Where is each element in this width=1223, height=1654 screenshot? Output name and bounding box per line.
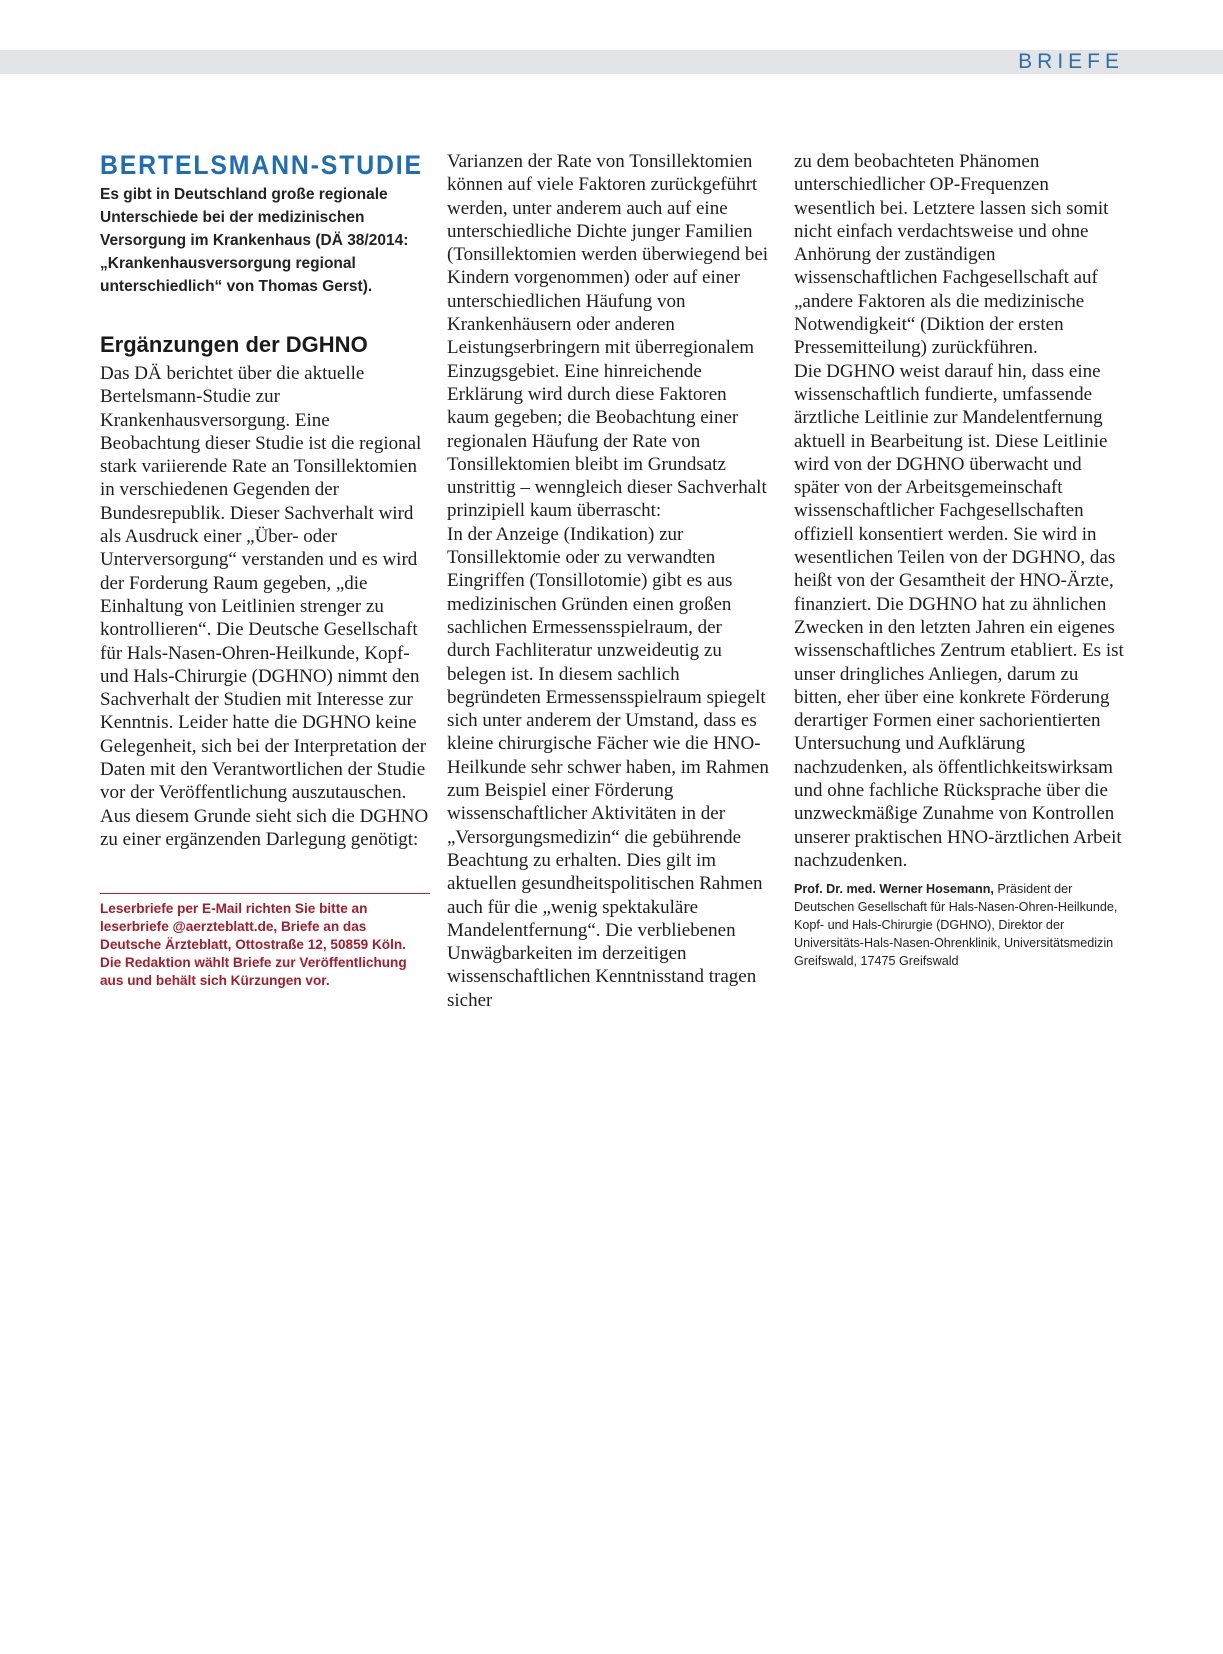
body-paragraph: Varianzen der Rate von Tonsillektomien können auf viele Faktoren zurückgeführt werden, unter anderem auch auf eine unterschiedliche Dichte junger Familien (Tonsillektomien werden überwiegend bei Kindern vorgenommen) oder auf einer unterschiedlichen Häufung von Krankenhäusern oder anderen Leistungserbringern mit überregionalem Einzugsgebiet. Eine hinreichende Erklärung wird durch diese Faktoren kaum gegeben; die Beobachtung einer regionalen Häufung der Rate von Tonsillektomien bleibt im Grundsatz unstrittig – wenngleich dieser Sachverhalt prinzipiell kaum überrascht: bbox=[447, 151, 769, 522]
letter-kicker: BERTELSMANN-STUDIE bbox=[100, 150, 423, 180]
reader-letter-notice: Leserbriefe per E-Mail richten Sie bitte an leserbriefe @aerzteblatt.de, Briefe an das Deutsche Ärzteblatt, Ottostraße 12, 50859 Köln. Die Redaktion wählt Briefe zur Veröffentlichung aus und behält sich Kürzungen vor. bbox=[100, 893, 430, 990]
letter-headline: Ergänzungen der DGHNO bbox=[100, 332, 368, 357]
column-3 bbox=[794, 150, 1124, 970]
body-paragraph: Das DÄ berichtet über die aktuelle Bertelsmann-Studie zur Krankenhausversorgung. Eine Beobachtung dieser Studie ist die regional stark variierende Rate an Tonsillektomien in verschiedenen Gegenden der Bundesrepublik. Dieser Sachverhalt wird als Ausdruck einer „Über- oder Unterversorgung“ verstanden und es wird der Forderung Raum gegeben, „die Einhaltung von Leitlinien strenger zu kontrollieren“. Die Deutsche Gesellschaft für Hals-Nasen-Ohren-Heilkunde, Kopf- und Hals-Chirurgie (DGHNO) nimmt den Sachverhalt der Studien mit Interesse zur Kenntnis. Leider hatte die DGHNO keine Gelegenheit, sich bei der Interpretation der Daten mit den Verantwortlichen der Studie vor der Veröffentlichung auszutauschen. Aus diesem Grunde sieht sich die DGHNO zu einer ergänzenden Darlegung genötigt: bbox=[100, 363, 429, 850]
body-paragraph: Die DGHNO weist darauf hin, dass eine wissenschaftlich fundierte, umfassende ärztliche Leitlinie zur Mandelentfernung aktuell in Bearbeitung ist. Diese Leitlinie wird von der DGHNO überwacht und später von der Arbeitsgemeinschaft wissenschaftlicher Fachgesellschaften offiziell konsentiert werden. Sie wird in wesentlichen Teilen von der DGHNO, das heißt von der Gesamtheit der HNO-Ärzte, finanziert. Die DGHNO hat zu ähnlichen Zwecken in den letzten Jahren ein eigenes wissenschaftliches Zentrum etabliert. Es ist unser dringliches Anliegen, darum zu bitten, eher über eine konkrete Förderung derartiger Formen einer sachorientierten Untersuchung und Aufklärung nachzudenken, als öffentlichkeitswirksam und ohne fachliche Rücksprache über die unzweckmäßige Zunahme von Kontrollen unserer praktischen HNO-ärztlichen Arbeit nachzudenken. bbox=[794, 360, 1124, 871]
column-2 bbox=[447, 150, 769, 1012]
author-affiliation: Präsident der Deutschen Gesellschaft für Hals-Nasen-Ohren-Heilkunde, Kopf- und Hals-Chirurgie (DGHNO), Direktor der Universitäts-Hals-Nasen-Ohrenklinik, Universitätsmedizin Greifswald, 17475 Greifswald bbox=[794, 882, 1118, 969]
body-paragraph: zu dem beobachteten Phänomen unterschiedlicher OP-Frequenzen wesentlich bei. Letztere lassen sich somit nicht einfach verdachtsweise und ohne Anhörung der zuständigen wissenschaftlichen Fachgesellschaft auf „andere Faktoren als die medizinische Notwendigkeit“ (Diktion der ersten Pressemitteilung) zurückführen. bbox=[794, 151, 1109, 359]
author-name: Prof. Dr. med. Werner Hosemann, bbox=[794, 882, 994, 897]
section-label: BRIEFE bbox=[1018, 50, 1124, 73]
letter-lead: Es gibt in Deutschland große regionale Unterschiede bei der medizinischen Versorgung im Krankenhaus (DÄ 38/2014: „Krankenhausversorgung regional unterschiedlich“ von Thomas Gerst). bbox=[100, 186, 409, 295]
column-1 bbox=[100, 150, 430, 851]
body-paragraph: In der Anzeige (Indikation) zur Tonsillektomie oder zu verwandten Eingriffen (Tonsillotomie) gibt es aus medizinischen Gründen einen großen sachlichen Ermessensspielraum, der durch Fachliteratur unzweideutig zu belegen ist. In diesem sachlich begründeten Ermessensspielraum spiegelt sich unter anderem der Umstand, dass es kleine chirurgische Fächer wie die HNO-Heilkunde sehr schwer haben, im Rahmen zum Beispiel einer Förderung wissenschaftlicher Aktivitäten in der „Versorgungsmedizin“ die gebührende Beachtung zu erhalten. Dies gilt im aktuellen gesundheitspolitischen Rahmen auch für die „wenig spektakuläre Mandelentfernung“. Die verbliebenen Unwägbarkeiten im derzeitigen wissenschaftlichen Kenntnisstand tragen sicher bbox=[447, 523, 769, 1011]
author-signature bbox=[794, 880, 1124, 970]
